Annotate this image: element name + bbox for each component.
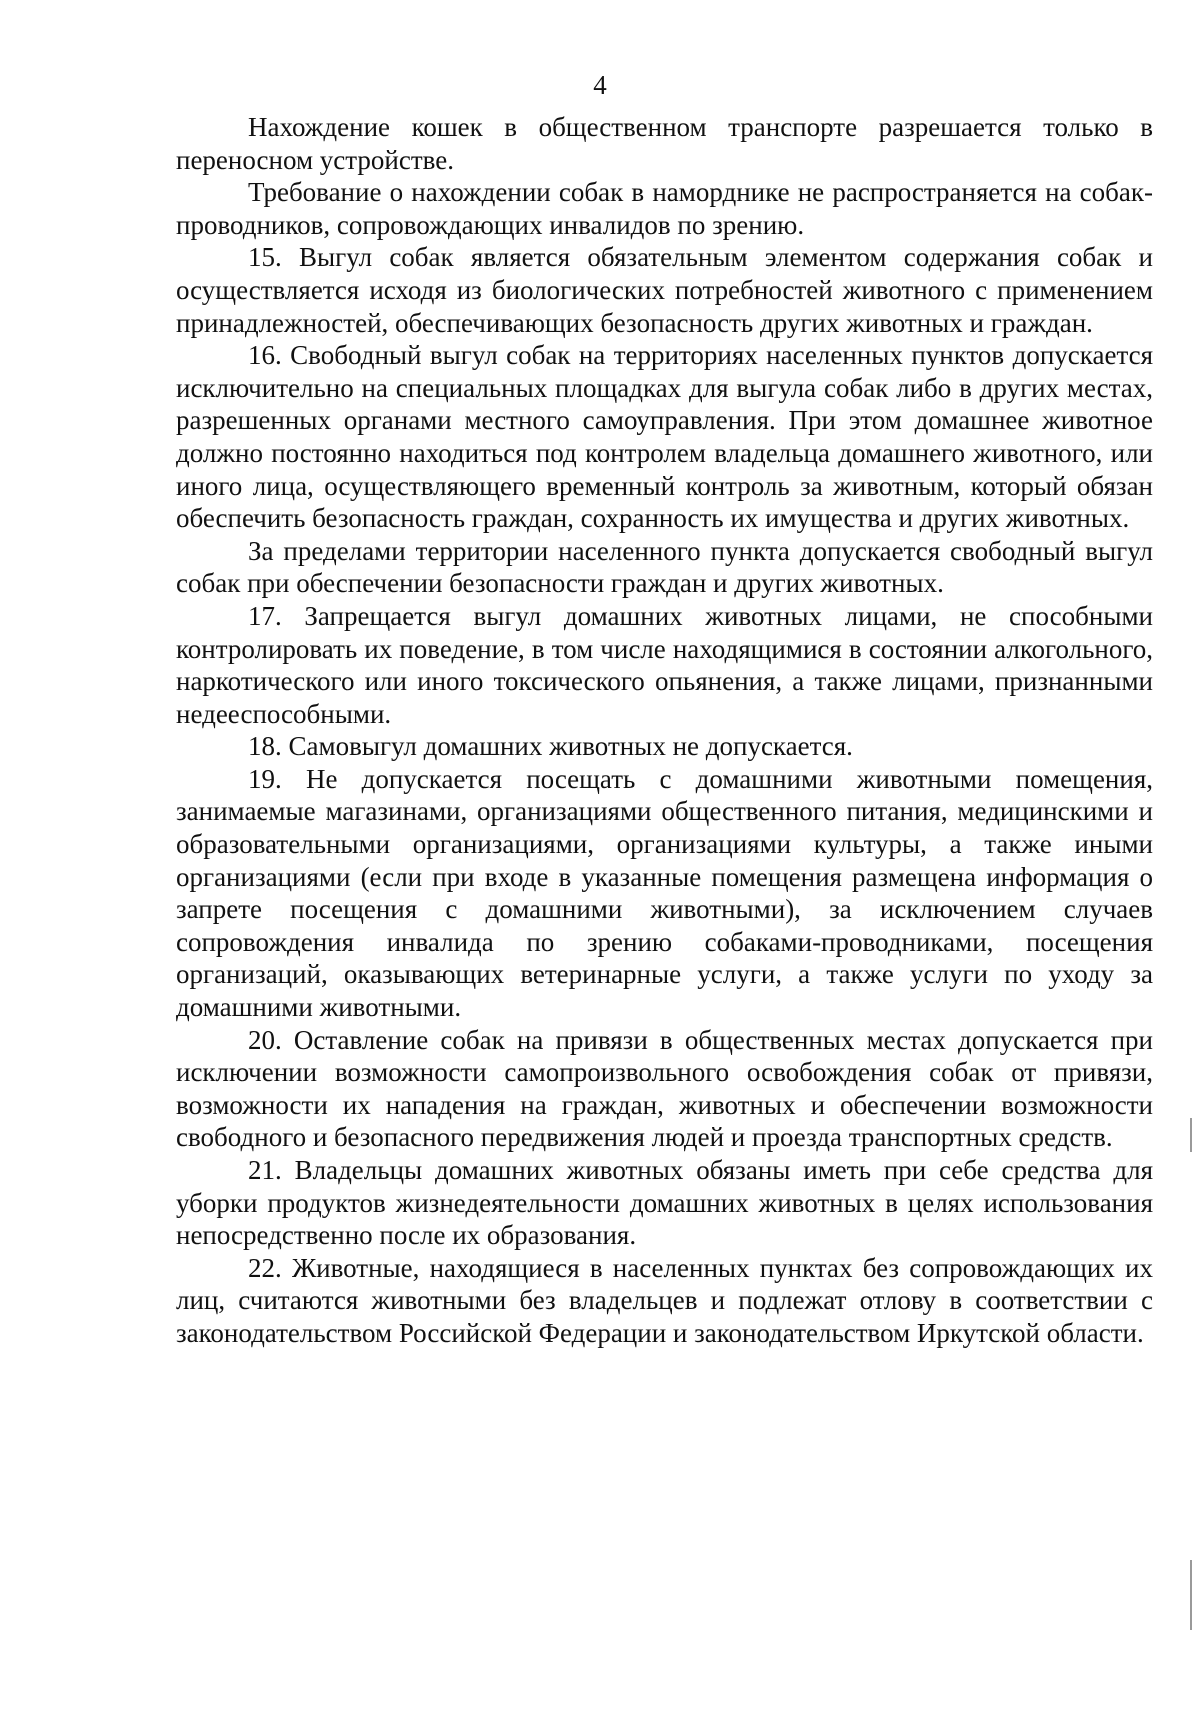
- paragraph-item-21: 21. Владельцы домашних животных обязаны иметь при себе средства для уборки продуктов жизнедеятельности домашних животных в целях использования непосредственно после их образования.: [176, 1155, 1153, 1251]
- paragraph-muzzle-exception: Требование о нахождении собак в наморднике не распространяется на собак-проводников, сопровождающих инвалидов по зрению.: [176, 177, 1153, 240]
- document-body: [176, 111, 1153, 1350]
- paragraph-item-16: 16. Свободный выгул собак на территориях населенных пунктов допускается исключительно на специальных площадках для выгула собак либо в других местах, разрешенных органами местного самоуправления. При этом домашнее животное должно постоянно находиться под контролем владельца домашнего животного, или иного лица, осуществляющего временный контроль за животным, который обязан обеспечить безопасность граждан, сохранность их имущества и других животных.: [176, 340, 1153, 534]
- paragraph-cats-transport: Нахождение кошек в общественном транспорте разрешается только в переносном устройстве.: [176, 112, 1153, 175]
- paragraph-item-18: 18. Самовыгул домашних животных не допускается.: [248, 731, 853, 762]
- paragraph-item-15: 15. Выгул собак является обязательным элементом содержания собак и осуществляется исходя из биологических потребностей животного с применением принадлежностей, обеспечивающих безопасность других животных и граждан.: [176, 242, 1153, 338]
- scan-edge-mark: [1190, 1118, 1192, 1152]
- paragraph-item-22: 22. Животные, находящиеся в населенных пунктах без сопровождающих их лиц, считаются животными без владельцев и подлежат отлову в соответствии с законодательством Российской Федерации и законодательством Иркутской области.: [176, 1252, 1153, 1348]
- paragraph-outside-settlement: За пределами территории населенного пункта допускается свободный выгул собак при обеспечении безопасности граждан и других животных.: [176, 535, 1153, 599]
- paragraph-item-20: 20. Оставление собак на привязи в общественных местах допускается при исключении возможности самопроизвольного освобождения собак от привязи, возможности их нападения на граждан, животных и обеспечении возможности свободного и безопасного передвижения людей и проезда транспортных средств.: [176, 1024, 1153, 1153]
- scan-edge-mark: [1190, 1560, 1192, 1630]
- page-number: 4: [593, 70, 607, 100]
- paragraph-item-19: 19. Не допускается посещать с домашними животными помещения, занимаемые магазинами, организациями общественного питания, медицинскими и образовательными организациями, организациями культуры, а также иными организациями (если при входе в указанные помещения размещена информация о запрете посещения с домашними животными), за исключением случаев сопровождения инвалида по зрению собаками-проводниками, посещения организаций, оказывающих ветеринарные услуги, а также услуги по уходу за домашними животными.: [176, 763, 1153, 1023]
- paragraph-item-17: 17. Запрещается выгул домашних животных лицами, не способными контролировать их поведение, в том числе находящимися в состоянии алкогольного, наркотического или иного токсического опьянения, а также лицами, признанными недееспособными.: [176, 600, 1153, 729]
